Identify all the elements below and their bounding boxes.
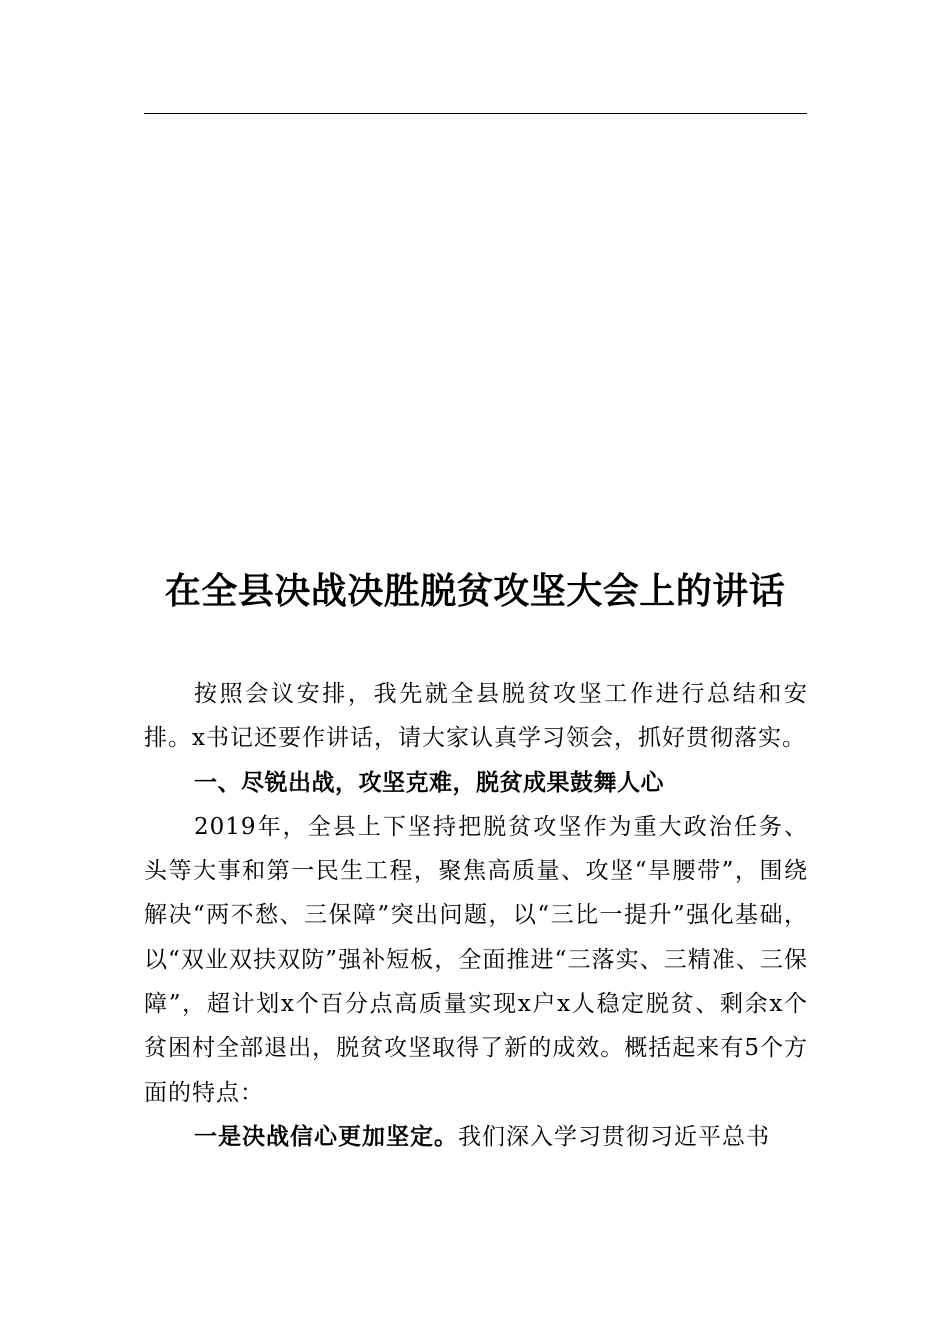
- point-text: 我们深入学习贯彻习近平总书: [458, 1123, 770, 1150]
- intro-paragraph: 按照会议安排，我先就全县脱贫攻坚工作进行总结和安排。x书记还要作讲话，请大家认真学习领会，抓好贯彻落实。: [144, 681, 808, 752]
- header-rule: [144, 113, 807, 114]
- section-heading: 一、尽锐出战，攻坚克难，脱贫成果鼓舞人心: [194, 769, 664, 796]
- point-paragraph: [144, 1115, 808, 1159]
- document-title: 在全县决战决胜脱贫攻坚大会上的讲话: [164, 571, 786, 612]
- document-body: [144, 672, 808, 1159]
- section-paragraph: 2019年，全县上下坚持把脱贫攻坚作为重大政治任务、头等大事和第一民生工程，聚焦高质量、攻坚“旱腰带”，围绕解决“两不愁、三保障”突出问题，以“三比一提升”强化基础，以“双业双扶双防”强补短板，全面推进“三落实、三精准、三保障”，超计划x个百分点高质量实现x户x人稳定脱贫、剩余x个贫困村全部退出，脱贫攻坚取得了新的成效。概括起来有5个方面的特点：: [144, 813, 808, 1106]
- point-lead: 一是决战信心更加坚定。: [194, 1122, 458, 1150]
